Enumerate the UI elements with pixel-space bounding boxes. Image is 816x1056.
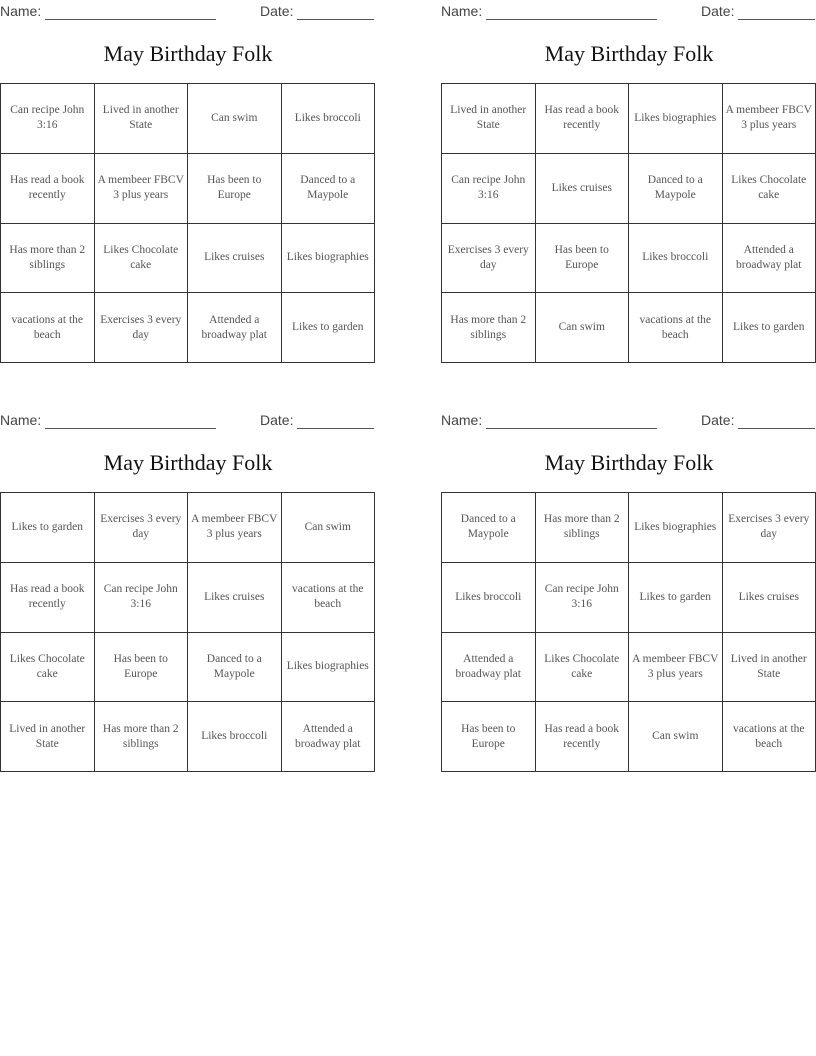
bingo-cell: Exercises 3 every day [442, 224, 536, 294]
bingo-cell: Danced to a Maypole [442, 493, 536, 563]
bingo-cell: Has more than 2 siblings [536, 493, 630, 563]
name-label: Name: [441, 3, 483, 19]
bingo-cell: Likes biographies [629, 493, 723, 563]
card-title: May Birthday Folk [544, 41, 714, 66]
bingo-cell: Lived in another State [1, 702, 95, 772]
bingo-cell: Has been to Europe [536, 224, 630, 294]
date-blank-line[interactable] [297, 5, 374, 20]
bingo-cell: Likes to garden [1, 493, 95, 563]
bingo-cell: Has read a book recently [536, 702, 630, 772]
bingo-cell: Danced to a Maypole [188, 633, 282, 703]
date-blank-line[interactable] [738, 414, 815, 429]
date-label: Date: [260, 412, 294, 428]
bingo-cell: Likes broccoli [282, 84, 376, 154]
bingo-cell: Likes to garden [629, 563, 723, 633]
bingo-grid [0, 83, 375, 363]
bingo-cell: Has more than 2 siblings [95, 702, 189, 772]
bingo-cell: Has been to Europe [95, 633, 189, 703]
name-label: Name: [441, 412, 483, 428]
bingo-cell: Likes cruises [536, 154, 630, 224]
bingo-cell: Can recipe John 3:16 [536, 563, 630, 633]
bingo-cell: Exercises 3 every day [95, 493, 189, 563]
name-label: Name: [0, 3, 42, 19]
bingo-cell: Exercises 3 every day [95, 293, 189, 363]
bingo-cell: Has read a book recently [1, 154, 95, 224]
name-field[interactable] [0, 2, 216, 20]
name-blank-line[interactable] [486, 5, 657, 20]
date-label: Date: [701, 3, 735, 19]
name-field[interactable] [0, 411, 216, 429]
date-field[interactable] [701, 2, 815, 20]
bingo-cell: Has been to Europe [442, 702, 536, 772]
date-blank-line[interactable] [738, 5, 815, 20]
bingo-cell: Can swim [282, 493, 376, 563]
bingo-cell: Can recipe John 3:16 [442, 154, 536, 224]
date-field[interactable] [260, 2, 374, 20]
bingo-cell: Likes to garden [282, 293, 376, 363]
card-title: May Birthday Folk [103, 450, 273, 475]
bingo-cell: Likes to garden [723, 293, 816, 363]
bingo-cell: Can swim [188, 84, 282, 154]
date-label: Date: [260, 3, 294, 19]
bingo-cell: Has more than 2 siblings [442, 293, 536, 363]
bingo-cell: Lived in another State [95, 84, 189, 154]
bingo-cell: Likes biographies [282, 224, 376, 294]
bingo-cell: Can recipe John 3:16 [1, 84, 95, 154]
bingo-cell: Attended a broadway plat [282, 702, 376, 772]
bingo-cell: vacations at the beach [1, 293, 95, 363]
bingo-cell: Has read a book recently [1, 563, 95, 633]
bingo-cell: Danced to a Maypole [282, 154, 376, 224]
bingo-cell: A membeer FBCV 3 plus years [188, 493, 282, 563]
name-blank-line[interactable] [486, 414, 657, 429]
bingo-cell: Likes Chocolate cake [723, 154, 816, 224]
card-title: May Birthday Folk [103, 41, 273, 66]
bingo-cell: vacations at the beach [282, 563, 376, 633]
bingo-cell: Likes cruises [188, 224, 282, 294]
bingo-card-2 [441, 0, 816, 366]
bingo-cell: A membeer FBCV 3 plus years [95, 154, 189, 224]
bingo-cell: Likes biographies [629, 84, 723, 154]
bingo-cell: Attended a broadway plat [188, 293, 282, 363]
bingo-cell: Lived in another State [723, 633, 816, 703]
bingo-cell: Attended a broadway plat [442, 633, 536, 703]
date-label: Date: [701, 412, 735, 428]
bingo-grid [441, 83, 816, 363]
bingo-cell: vacations at the beach [723, 702, 816, 772]
bingo-cell: Danced to a Maypole [629, 154, 723, 224]
bingo-card-3 [0, 409, 376, 775]
name-field[interactable] [441, 2, 657, 20]
card-title: May Birthday Folk [544, 450, 714, 475]
bingo-card-1 [0, 0, 376, 366]
name-blank-line[interactable] [45, 5, 216, 20]
bingo-grid [441, 492, 816, 772]
bingo-cell: vacations at the beach [629, 293, 723, 363]
bingo-cell: Likes broccoli [629, 224, 723, 294]
bingo-cell: Likes cruises [723, 563, 816, 633]
date-field[interactable] [701, 411, 815, 429]
bingo-cell: Exercises 3 every day [723, 493, 816, 563]
bingo-cell: Attended a broadway plat [723, 224, 816, 294]
bingo-card-4 [441, 409, 816, 775]
bingo-cell: Can swim [536, 293, 630, 363]
name-blank-line[interactable] [45, 414, 216, 429]
bingo-cell: Lived in another State [442, 84, 536, 154]
bingo-cell: A membeer FBCV 3 plus years [723, 84, 816, 154]
bingo-cell: Has been to Europe [188, 154, 282, 224]
name-field[interactable] [441, 411, 657, 429]
bingo-cell: Likes Chocolate cake [95, 224, 189, 294]
name-label: Name: [0, 412, 42, 428]
date-blank-line[interactable] [297, 414, 374, 429]
bingo-cell: Likes cruises [188, 563, 282, 633]
bingo-cell: Likes Chocolate cake [536, 633, 630, 703]
bingo-cell: Likes biographies [282, 633, 376, 703]
date-field[interactable] [260, 411, 374, 429]
bingo-cell: Has more than 2 siblings [1, 224, 95, 294]
bingo-cell: Can recipe John 3:16 [95, 563, 189, 633]
bingo-cell: Likes Chocolate cake [1, 633, 95, 703]
bingo-cell: Likes broccoli [188, 702, 282, 772]
bingo-cell: Likes broccoli [442, 563, 536, 633]
bingo-cell: A membeer FBCV 3 plus years [629, 633, 723, 703]
bingo-cell: Can swim [629, 702, 723, 772]
bingo-grid [0, 492, 375, 772]
bingo-cell: Has read a book recently [536, 84, 630, 154]
